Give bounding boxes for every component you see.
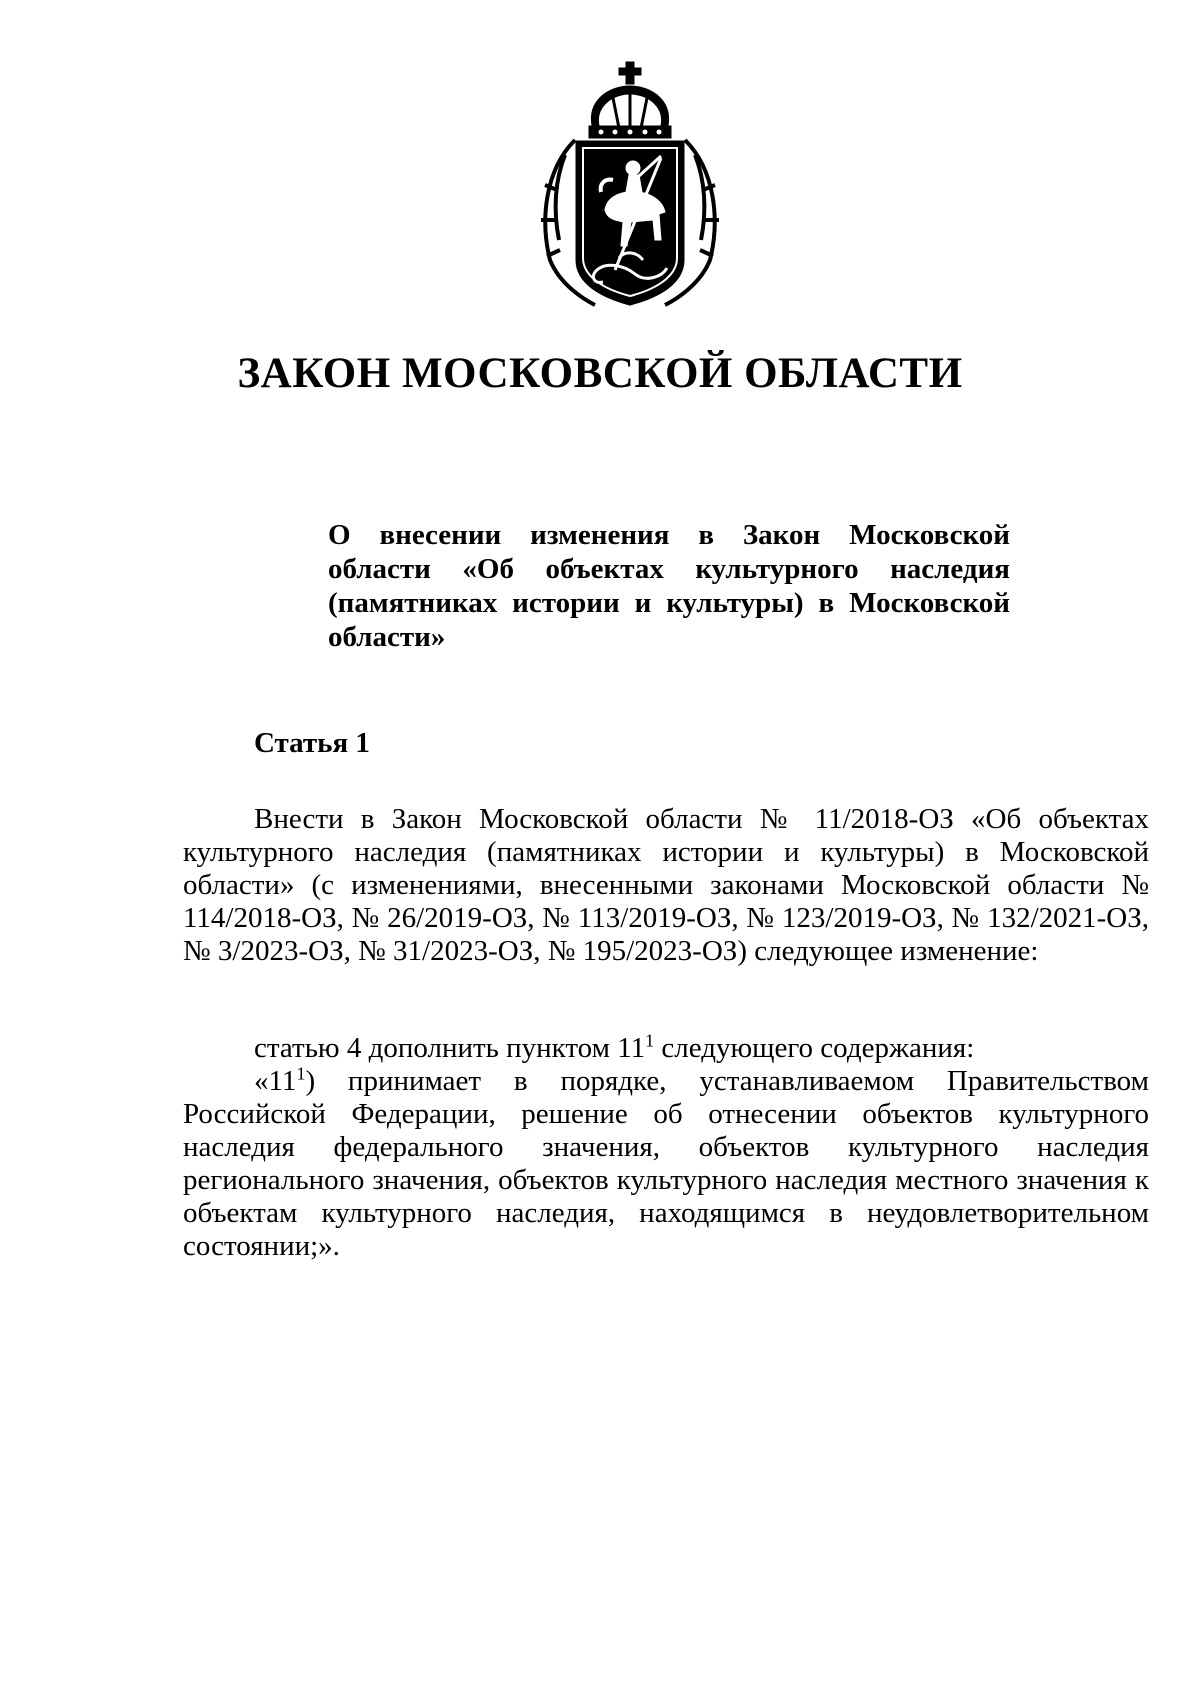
paragraph-3-superscript: 1 bbox=[296, 1063, 306, 1084]
paragraph-3-text-after: ) принимает в порядке, устанавливаемом Правительством Российской Федерации, решение об отнесении объектов культурного наследия федерального значения, объектов культурного наследия регионального значения, объектов культурного наследия местного значения к объектам культурного наследия, находящимся в неудовлетворительном состоянии;». bbox=[183, 1065, 1149, 1262]
document-subtitle: О внесении изменения в Закон Московской области «Об объектах культурного наследия (памятниках истории и культуры) в Московской области» bbox=[328, 519, 1010, 653]
paragraph-2-superscript: 1 bbox=[645, 1030, 655, 1051]
article-paragraph-2 bbox=[183, 1032, 1149, 1065]
article-heading: Статья 1 bbox=[254, 727, 370, 759]
article-paragraph-1 bbox=[183, 803, 1149, 968]
coat-of-arms-icon bbox=[535, 60, 725, 310]
paragraph-2-text-before: статью 4 дополнить пунктом 11 bbox=[254, 1032, 646, 1064]
paragraph-3-text-before: «11 bbox=[254, 1065, 297, 1097]
document-title: ЗАКОН МОСКОВСКОЙ ОБЛАСТИ bbox=[237, 350, 963, 397]
article-paragraph-3 bbox=[183, 1065, 1149, 1263]
paragraph-1-text: Внести в Закон Московской области № 11/2018-ОЗ «Об объектах культурного наследия (памятниках истории и культуры) в Московской области» (с изменениями, внесенными законами Московской области № 114/2018-ОЗ, № 26/2019-ОЗ, № 113/2019-ОЗ, № 123/2019-ОЗ, № 132/2021-ОЗ, № 3/2023-ОЗ, № 31/2023-ОЗ, № 195/2023-ОЗ) следующее изменение: bbox=[183, 803, 1149, 967]
paragraph-2-text-after: следующего содержания: bbox=[654, 1032, 975, 1064]
